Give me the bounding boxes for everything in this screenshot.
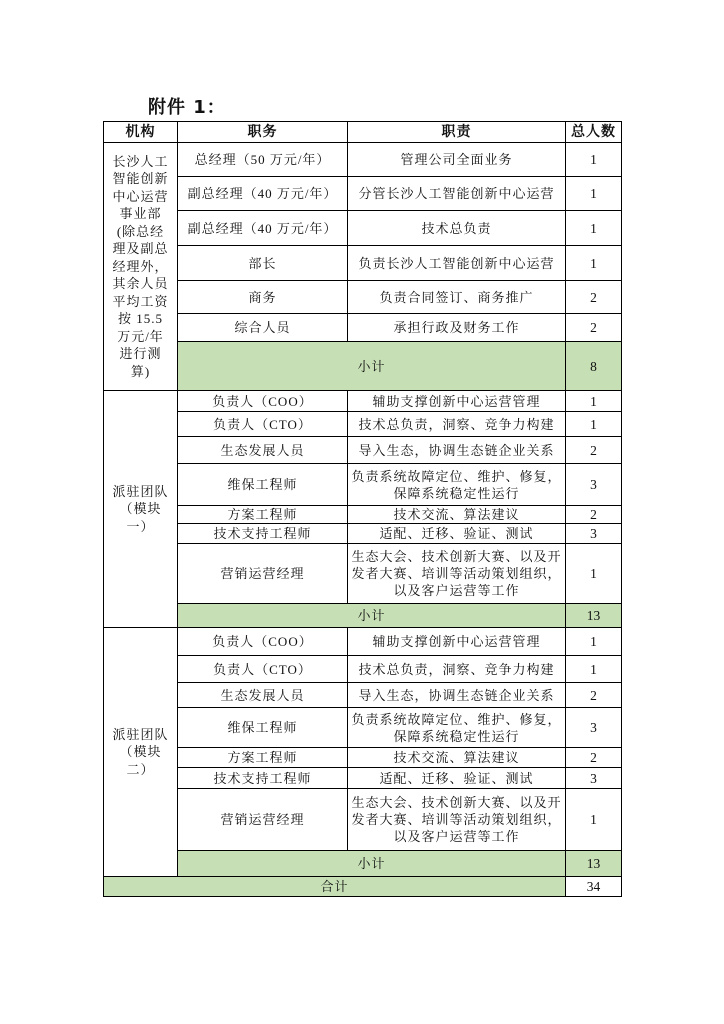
position-cell: 维保工程师: [178, 708, 348, 748]
position-cell: 副总经理（40 万元/年）: [178, 177, 348, 211]
subtotal-row: [104, 342, 622, 391]
count-cell: 3: [566, 768, 622, 789]
duty-cell: 辅助支撑创新中心运营管理: [348, 391, 566, 412]
duty-cell: 负责系统故障定位、维护、修复，保障系统稳定性运行: [348, 464, 566, 506]
staffing-table: [103, 121, 622, 897]
table-row: [104, 789, 622, 851]
duty-cell: 负责系统故障定位、维护、修复，保障系统稳定性运行: [348, 708, 566, 748]
duty-cell: 技术总负责，洞察、竞争力构建: [348, 656, 566, 683]
table-row: [104, 524, 622, 544]
count-cell: 1: [566, 246, 622, 281]
count-cell: 1: [566, 544, 622, 604]
duty-cell: 技术交流、算法建议: [348, 748, 566, 768]
position-cell: 负责人（COO）: [178, 391, 348, 412]
count-cell: 3: [566, 708, 622, 748]
table-row: [104, 628, 622, 656]
count-cell: 1: [566, 211, 622, 246]
table-row: [104, 143, 622, 177]
attachment-title: 附件 1：: [148, 97, 226, 118]
subtotal-row: [104, 851, 622, 877]
position-cell: 商务: [178, 281, 348, 314]
table-row: [104, 391, 622, 412]
header-duty: 职责: [348, 122, 566, 143]
position-cell: 负责人（CTO）: [178, 656, 348, 683]
subtotal-count: 13: [566, 851, 622, 877]
duty-cell: 适配、迁移、验证、测试: [348, 524, 566, 544]
table-row: [104, 656, 622, 683]
duty-cell: 分管长沙人工智能创新中心运营: [348, 177, 566, 211]
table-row: [104, 412, 622, 437]
count-cell: 2: [566, 748, 622, 768]
header-org: 机构: [104, 122, 178, 143]
duty-cell: 辅助支撑创新中心运营管理: [348, 628, 566, 656]
position-cell: 负责人（COO）: [178, 628, 348, 656]
position-cell: 技术支持工程师: [178, 524, 348, 544]
header-count: 总人数: [566, 122, 622, 143]
duty-cell: 技术总负责，洞察、竞争力构建: [348, 412, 566, 437]
duty-cell: 导入生态，协调生态链企业关系: [348, 437, 566, 464]
table-row: [104, 544, 622, 604]
duty-cell: 技术总负责: [348, 211, 566, 246]
count-cell: 1: [566, 656, 622, 683]
position-cell: 营销运营经理: [178, 544, 348, 604]
position-cell: 生态发展人员: [178, 683, 348, 708]
table-row: [104, 211, 622, 246]
duty-cell: 负责长沙人工智能创新中心运营: [348, 246, 566, 281]
org-cell: 派驻团队（模块二）: [104, 628, 178, 877]
total-row: [104, 877, 622, 897]
position-cell: 维保工程师: [178, 464, 348, 506]
duty-cell: 技术交流、算法建议: [348, 506, 566, 524]
position-cell: 负责人（CTO）: [178, 412, 348, 437]
position-cell: 营销运营经理: [178, 789, 348, 851]
table-row: [104, 768, 622, 789]
count-cell: 2: [566, 683, 622, 708]
count-cell: 2: [566, 281, 622, 314]
table-row: [104, 748, 622, 768]
position-cell: 方案工程师: [178, 506, 348, 524]
total-count: 34: [566, 877, 622, 897]
subtotal-row: [104, 604, 622, 628]
total-label: 合计: [104, 877, 566, 897]
table-header-row: [104, 122, 622, 143]
table-row: [104, 314, 622, 342]
subtotal-label: 小计: [178, 604, 566, 628]
duty-cell: 导入生态，协调生态链企业关系: [348, 683, 566, 708]
position-cell: 部长: [178, 246, 348, 281]
position-cell: 总经理（50 万元/年）: [178, 143, 348, 177]
position-cell: 方案工程师: [178, 748, 348, 768]
duty-cell: 负责合同签订、商务推广: [348, 281, 566, 314]
position-cell: 技术支持工程师: [178, 768, 348, 789]
count-cell: 2: [566, 437, 622, 464]
count-cell: 2: [566, 314, 622, 342]
org-cell: 派驻团队（模块一）: [104, 391, 178, 628]
count-cell: 2: [566, 506, 622, 524]
table-row: [104, 506, 622, 524]
table-row: [104, 683, 622, 708]
count-cell: 1: [566, 177, 622, 211]
duty-cell: 适配、迁移、验证、测试: [348, 768, 566, 789]
duty-cell: 生态大会、技术创新大赛、以及开发者大赛、培训等活动策划组织，以及客户运营等工作: [348, 544, 566, 604]
subtotal-count: 13: [566, 604, 622, 628]
count-cell: 1: [566, 628, 622, 656]
header-position: 职务: [178, 122, 348, 143]
count-cell: 3: [566, 464, 622, 506]
count-cell: 1: [566, 789, 622, 851]
subtotal-label: 小计: [178, 342, 566, 391]
subtotal-count: 8: [566, 342, 622, 391]
count-cell: 1: [566, 391, 622, 412]
table-row: [104, 177, 622, 211]
table-row: [104, 281, 622, 314]
duty-cell: 管理公司全面业务: [348, 143, 566, 177]
table-row: [104, 708, 622, 748]
count-cell: 3: [566, 524, 622, 544]
table-row: [104, 437, 622, 464]
position-cell: 副总经理（40 万元/年）: [178, 211, 348, 246]
duty-cell: 承担行政及财务工作: [348, 314, 566, 342]
count-cell: 1: [566, 412, 622, 437]
org-cell: 长沙人工智能创新中心运营事业部(除总经理及副总经理外，其余人员平均工资按 15.5 万元/年进行测算): [104, 143, 178, 391]
position-cell: 综合人员: [178, 314, 348, 342]
count-cell: 1: [566, 143, 622, 177]
duty-cell: 生态大会、技术创新大赛、以及开发者大赛、培训等活动策划组织，以及客户运营等工作: [348, 789, 566, 851]
position-cell: 生态发展人员: [178, 437, 348, 464]
table-row: [104, 246, 622, 281]
table-row: [104, 464, 622, 506]
subtotal-label: 小计: [178, 851, 566, 877]
